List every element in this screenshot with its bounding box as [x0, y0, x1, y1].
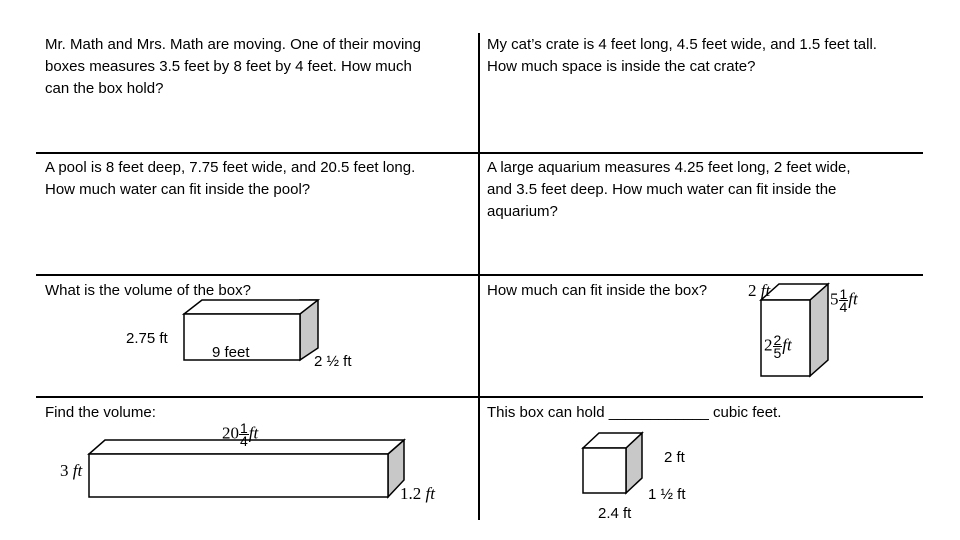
box8-height-label: 2 ft — [664, 449, 685, 466]
box6-height-den: 4 — [839, 299, 848, 315]
box7-depth-unit: ft — [425, 484, 435, 503]
box7-height-label — [60, 462, 82, 480]
problem-5-text: What is the volume of the box? — [45, 282, 251, 299]
box6-top-unit: ft — [760, 281, 771, 300]
box6-width-den: 5 — [773, 345, 782, 361]
problem-2-text: My cat’s crate is 4 feet long, 4.5 feet wide, and 1.5 feet tall. How much space is inside the cat crate? — [487, 36, 877, 75]
row-divider-1 — [36, 152, 923, 154]
box6-width-label — [764, 334, 792, 359]
box6-height-whole: 5 — [830, 289, 839, 309]
box6-height-label — [830, 288, 858, 313]
row-divider-2 — [36, 274, 923, 276]
box5-height-label: 2.75 ft — [126, 330, 168, 347]
box6-width-unit: ft — [782, 335, 792, 355]
box6-top-label — [748, 282, 770, 300]
vertical-divider — [478, 33, 480, 520]
problem-7-text: Find the volume: — [45, 404, 156, 421]
box7-length-unit: ft — [248, 423, 259, 443]
box8-depth-label: 1 ½ ft — [648, 486, 686, 503]
box-diagram-8 — [580, 430, 644, 496]
box6-width-whole: 2 — [764, 335, 773, 355]
box7-length-num: 1 — [240, 420, 248, 436]
box5-length-label: 9 feet — [212, 344, 250, 361]
box7-height-unit: ft — [72, 461, 83, 480]
box6-width-fraction — [773, 334, 783, 359]
problem-4-text: A large aquarium measures 4.25 feet long, 2 feet wide, and 3.5 feet deep. How much water can fit inside the aquarium? — [487, 159, 851, 220]
problem-1-text: Mr. Math and Mrs. Math are moving. One of their moving boxes measures 3.5 feet by 8 feet by 4 feet. How much can the box hold? — [45, 36, 421, 97]
box7-depth-value: 1.2 — [400, 484, 422, 503]
box5-depth-label: 2 ½ ft — [314, 353, 352, 370]
box7-length-whole: 20 — [222, 423, 239, 443]
box7-length-fraction — [239, 422, 249, 447]
box6-height-num: 1 — [839, 286, 848, 302]
problem-6-text: How much can fit inside the box? — [487, 282, 708, 299]
box7-height-value: 3 — [60, 461, 69, 480]
box6-height-fraction — [839, 288, 849, 313]
box7-length-label — [222, 422, 258, 447]
problem-8-text: This box can hold ____________ cubic feet. — [487, 404, 782, 421]
box6-width-num: 2 — [773, 332, 782, 348]
box8-length-label: 2.4 ft — [598, 505, 632, 522]
row-divider-3 — [36, 396, 923, 398]
box7-length-den: 4 — [240, 433, 248, 449]
box6-top-value: 2 — [748, 281, 757, 300]
problem-3-text: A pool is 8 feet deep, 7.75 feet wide, and 20.5 feet long. How much water can fit inside the pool? — [45, 159, 416, 198]
box6-height-unit: ft — [848, 289, 858, 309]
box-diagram-5 — [180, 298, 320, 366]
box7-depth-label — [400, 485, 435, 503]
